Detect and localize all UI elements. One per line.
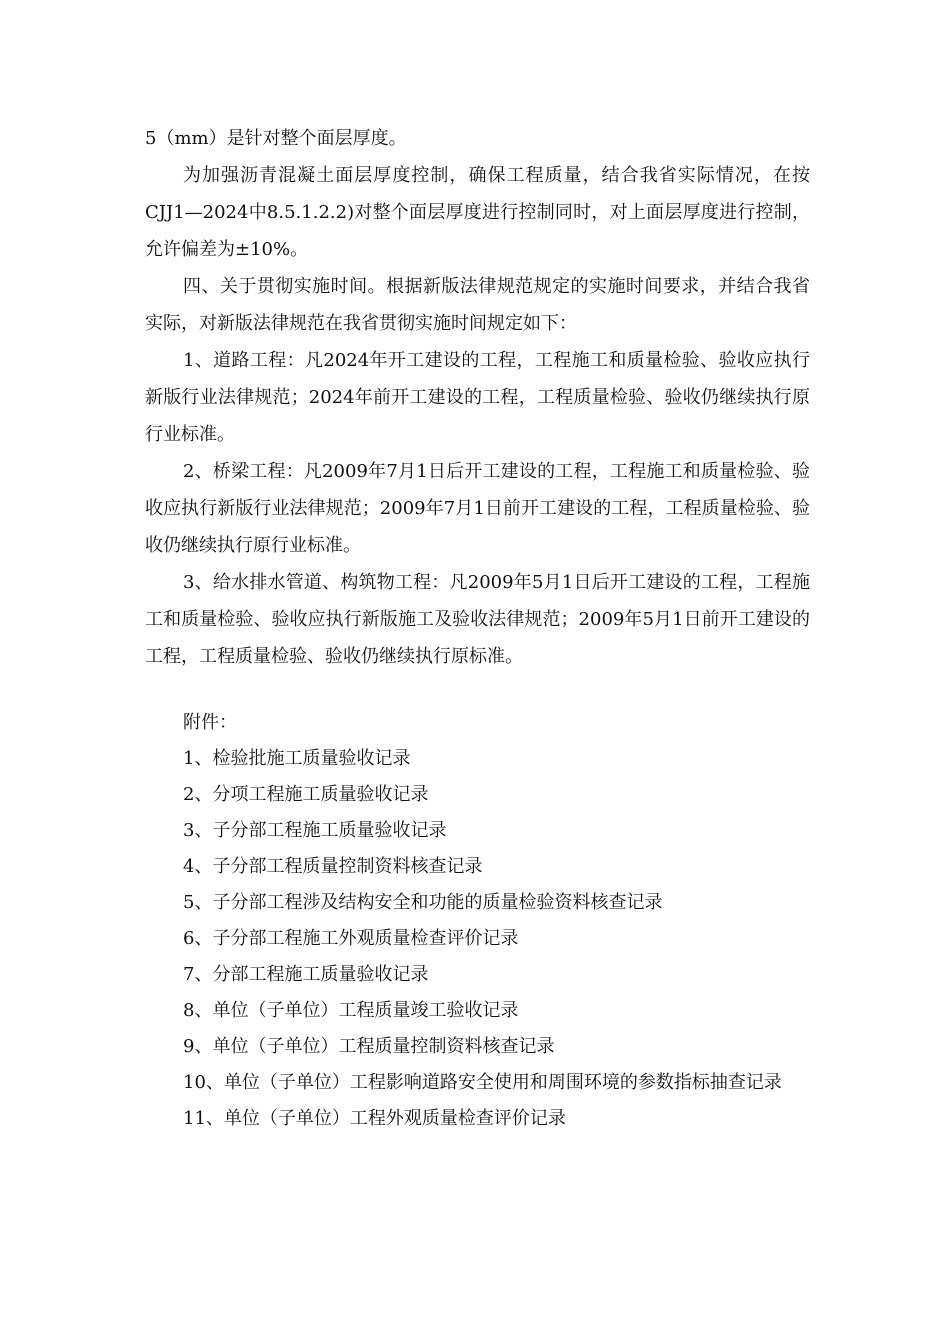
attachment-item: 6、子分部工程施工外观质量检查评价记录 xyxy=(183,928,519,949)
attachment-item: 4、子分部工程质量控制资料核查记录 xyxy=(183,856,483,877)
paragraph-pipeline-works: 3、给水排水管道、构筑物工程：凡2009年5月1日后开工建设的工程，工程施工和质量检验、验收应执行新版施工及验收法律规范；2009年5月1日前开工建设的工程，工程质量检验、验收仍继续执行原标准。 xyxy=(145,572,810,667)
paragraph-thickness-note: 5（mm）是针对整个面层厚度。 xyxy=(145,128,407,149)
attachment-item: 5、子分部工程涉及结构安全和功能的质量检验资料核查记录 xyxy=(183,892,663,913)
paragraph-implementation-time: 四、关于贯彻实施时间。根据新版法律规范规定的实施时间要求，并结合我省实际，对新版法律规范在我省贯彻实施时间规定如下： xyxy=(145,276,810,334)
attachments-list xyxy=(145,741,810,1137)
section-spacer xyxy=(145,675,810,705)
paragraph-road-works: 1、道路工程：凡2024年开工建设的工程，工程施工和质量检验、验收应执行新版行业法律规范；2024年前开工建设的工程，工程质量检验、验收仍继续执行原行业标准。 xyxy=(145,350,810,445)
attachment-item: 8、单位（子单位）工程质量竣工验收记录 xyxy=(183,1000,519,1021)
paragraph-thickness-control: 为加强沥青混凝土面层厚度控制，确保工程质量，结合我省实际情况，在按CJJ1—2024中8.5.1.2.2)对整个面层厚度进行控制同时，对上面层厚度进行控制，允许偏差为±10%。 xyxy=(145,165,810,260)
document-page xyxy=(145,120,810,1137)
attachment-item: 9、单位（子单位）工程质量控制资料核查记录 xyxy=(183,1036,555,1057)
attachment-item: 2、分项工程施工质量验收记录 xyxy=(183,784,429,805)
attachment-item: 11、单位（子单位）工程外观质量检查评价记录 xyxy=(183,1108,566,1129)
attachment-item: 1、检验批施工质量验收记录 xyxy=(183,748,411,769)
attachment-item: 3、子分部工程施工质量验收记录 xyxy=(183,820,447,841)
paragraph-bridge-works: 2、桥梁工程：凡2009年7月1日后开工建设的工程，工程施工和质量检验、验收应执行新版行业法律规范；2009年7月1日前开工建设的工程，工程质量检验、验收仍继续执行原行业标准。 xyxy=(145,461,810,556)
attachment-item: 10、单位（子单位）工程影响道路安全使用和周围环境的参数指标抽查记录 xyxy=(183,1072,782,1093)
attachment-item: 7、分部工程施工质量验收记录 xyxy=(183,964,429,985)
attachments-label: 附件： xyxy=(183,712,237,733)
